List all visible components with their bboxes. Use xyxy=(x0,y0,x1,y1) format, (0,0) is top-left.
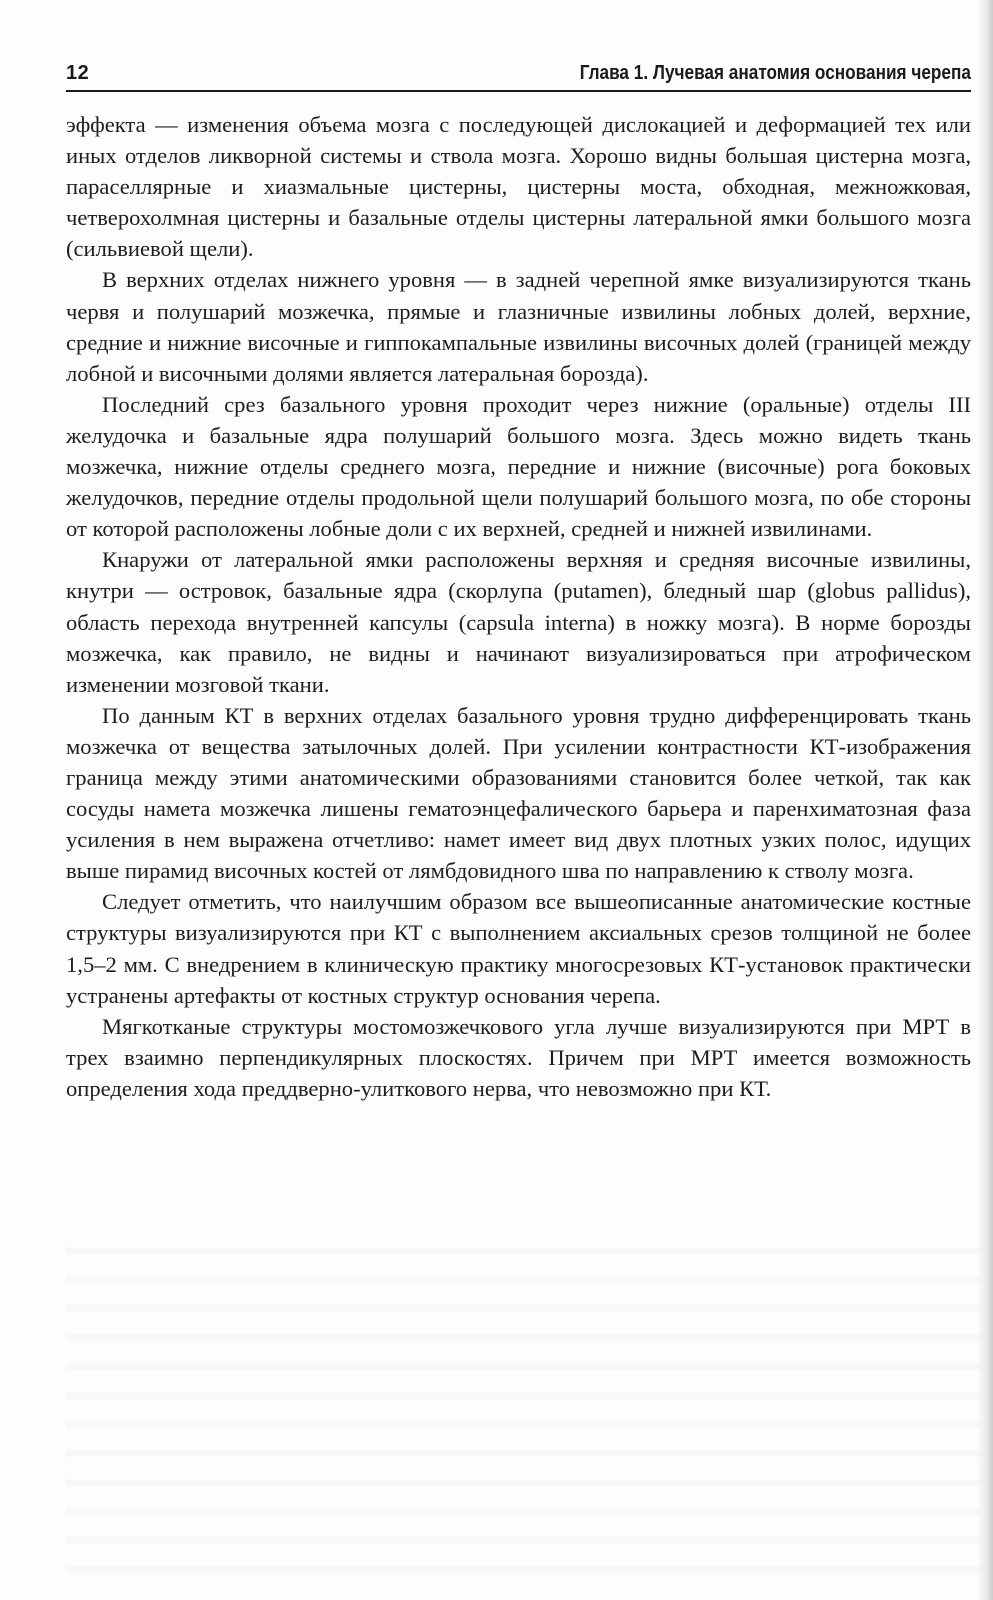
page-edge-shadow xyxy=(977,0,993,1600)
paragraph: Кнаружи от латеральной ямки расположены верхняя и средняя височные извилины, кнутри — островок, базальные ядра (скорлупа (putamen), бледный шар (globus pallidus), область перехода внутренней капсулы (capsula interna) в ножку мозга). В норме борозды мозжечка, как правило, не видны и начинают визуализироваться при атрофическом изменении мозговой ткани. xyxy=(66,547,971,697)
paragraph: Мягкотканые структуры мостомозжечкового угла лучше визуализируются при МРТ в трех взаимно перпендикулярных плоскостях. Причем при МРТ имеется возможность определения хода преддверно-улиткового нерва, что невозможно при КТ. xyxy=(66,1013,971,1101)
page-number: 12 xyxy=(66,62,90,84)
paragraph: эффекта — изменения объема мозга с последующей дислокацией и деформацией тех или иных отделов ликворной системы и ствола мозга. Хорошо видны большая цистерна мозга, параселлярные и хиазмальные цистерны, цистерны моста, обходная, межножковая, четверохолмная цистерны и базальные отделы цистерны латеральной ямки большого мозга (сильвиевой щели). xyxy=(66,112,971,262)
body-text xyxy=(66,109,971,1104)
paragraph: Следует отметить, что наилучшим образом все вышеописанные анатомические костные структуры визуализируются при КТ с выполнением аксиальных срезов толщиной не более 1,5–2 мм. С внедрением в клиническую практику многосрезовых КТ-установок практически устранены артефакты от костных структур основания черепа. xyxy=(66,889,971,1008)
paragraph: В верхних отделах нижнего уровня — в задней черепной ямке визуализируются ткань червя и полушарий мозжечка, прямые и глазничные извилины лобных долей, верхние, средние и нижние височные и гиппокампальные извилины височных долей (границей между лобной и височными долями является латеральная борозда). xyxy=(66,267,971,386)
paragraph: Последний срез базального уровня проходит через нижние (оральные) отделы III желудочка и базальные ядра полушарий большого мозга. Здесь можно видеть ткань мозжечка, нижние отделы среднего мозга, передние и нижние (височные) рога боковых желудочков, передние отделы продольной щели полушарий большого мозга, по обе стороны от которой расположены лобные доли с их верхней, средней и нижней извилинами. xyxy=(66,391,971,542)
running-header xyxy=(66,62,971,92)
paragraph: По данным КТ в верхних отделах базального уровня трудно дифференцировать ткань мозжечка от вещества затылочных долей. При усилении контрастности КТ-изображения граница между этими анатомическими образованиями становится более четкой, так как сосуды намета мозжечка лишены гематоэнцефалического барьера и паренхиматозная фаза усиления в нем выражена отчетливо: намет имеет вид двух плотных узких полос, идущих выше пирамид височных костей от лямбдовидного шва по направлению к стволу мозга. xyxy=(66,702,971,884)
show-through-background xyxy=(66,1225,981,1585)
chapter-title: Глава 1. Лучевая анатомия основания черепа xyxy=(579,62,971,84)
